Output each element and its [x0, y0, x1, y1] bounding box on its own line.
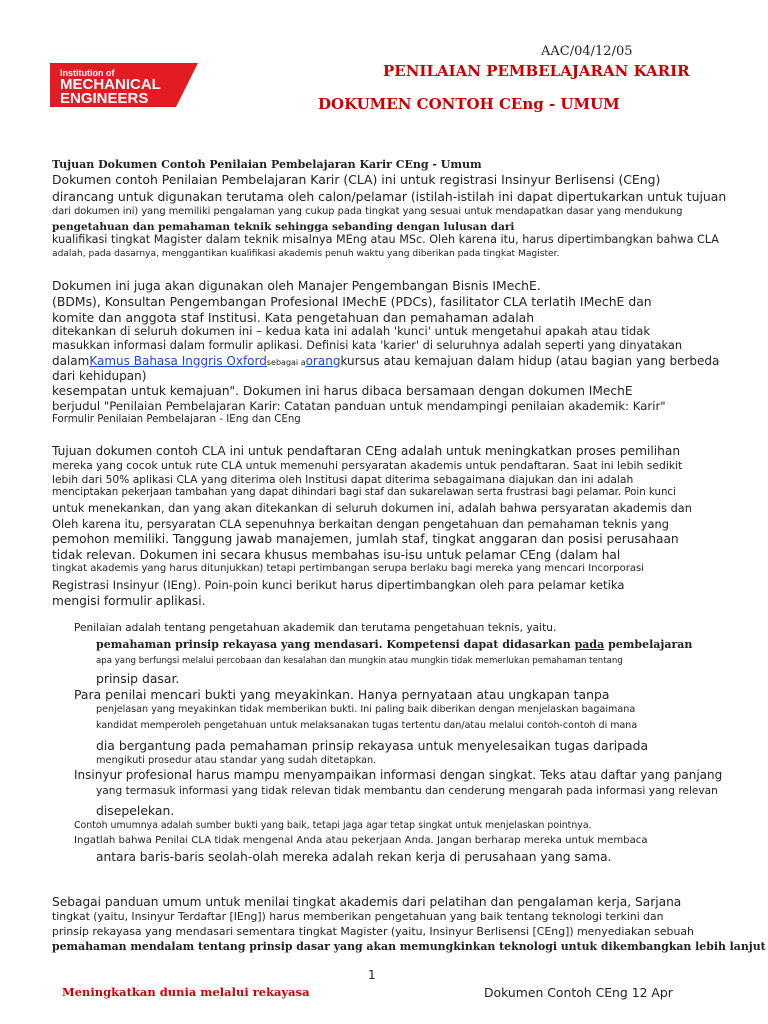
paragraph-line: prinsip rekayasa yang mendasari sementara tingkat Magister (yaitu, Insinyur Berlisensi [CEng]) menyediakan sebuah [52, 925, 694, 938]
paragraph-line: tidak relevan. Dokumen ini secara khusus membahas isu-isu untuk pelamar CEng (dalam hal [52, 548, 621, 562]
text-span: pemahaman prinsip rekayasa yang mendasari. Kompetensi dapat didasarkan [96, 638, 575, 651]
paragraph-line: adalah, pada dasarnya, menggantikan kualifikasi akademis penuh waktu yang diberikan pada tingkat Magister. [52, 249, 560, 259]
paragraph-line: dari dokumen ini) yang memiliki pengalaman yang cukup pada tingkat yang sesuai untuk mendapatkan dasar yang mendukung [52, 206, 683, 217]
paragraph-line: dari kehidupan) [52, 369, 147, 383]
paragraph-line: untuk menekankan, dan yang akan ditekankan di seluruh dokumen ini, adalah bahwa persyaratan akademis dan [52, 502, 692, 515]
paragraph-line: berjudul "Penilaian Pembelajaran Karir: Catatan panduan untuk mendampingi penilaian akademik: Karir" [52, 399, 666, 413]
bullet-text: Penilaian adalah tentang pengetahuan akademik dan terutama pengetahuan teknis, yaitu. [74, 622, 557, 634]
bullet-line: yang termasuk informasi yang tidak relevan tidak membantu dan cenderung mengarah pada informasi yang relevan [96, 785, 718, 797]
section-heading: Tujuan Dokumen Contoh Penilaian Pembelajaran Karir CEng - Umum [52, 158, 482, 171]
paragraph-line: tingkat (yaitu, Insinyur Terdaftar [IEng]) harus memberikan pengetahuan yang baik tentang teknologi terkini dan [52, 910, 664, 923]
bullet-line: dia bergantung pada pemahaman prinsip rekayasa untuk menyelesaikan tugas daripada [96, 738, 649, 753]
paragraph-line: ditekankan di seluruh dokumen ini – kedua kata ini adalah 'kunci' untuk mengetahui apakah atau tidak [52, 324, 651, 338]
bullet-item [74, 768, 722, 782]
footer-tagline: Meningkatkan dunia melalui rekayasa [62, 985, 310, 999]
paragraph-line: Registrasi Insinyur (IEng). Poin-poin kunci berikut harus dipertimbangkan oleh para pelamar ketika [52, 578, 625, 592]
logo-text [60, 68, 161, 106]
paragraph-line-with-link [52, 354, 719, 368]
bullet-item [74, 835, 648, 846]
document-subtitle: DOKUMEN CONTOH CEng - UMUM [318, 95, 620, 113]
bullet-text: Ingatlah bahwa Penilai CLA tidak mengenal Anda atau pekerjaan Anda. Jangan berharap mereka untuk membaca [74, 835, 648, 846]
paragraph-line: dirancang untuk digunakan terutama oleh calon/pelamar (istilah-istilah ini dapat dipertukarkan untuk tujuan [52, 189, 727, 204]
paragraph-line: mereka yang cocok untuk rute CLA untuk memenuhi persyaratan akademis untuk pendaftaran. Saat ini lebih sedikit [52, 459, 683, 472]
bullet-line: antara baris-baris seolah-olah mereka adalah rekan kerja di perusahaan yang sama. [96, 850, 612, 864]
text-span: pembelajaran [604, 638, 693, 651]
paragraph-line: Oleh karena itu, persyaratan CLA sepenuhnya berkaitan dengan pengetahuan dan pemahaman teknis yang [52, 517, 669, 531]
paragraph-line: Tujuan dokumen contoh CLA ini untuk pendaftaran CEng adalah untuk meningkatkan proses pemilihan [52, 444, 681, 458]
oxford-dictionary-link[interactable]: Kamus Bahasa Inggris Oxford [89, 354, 267, 368]
document-title: PENILAIAN PEMBELAJARAN KARIR [383, 62, 690, 80]
bullet-line: kandidat memperoleh pengetahuan untuk melaksanakan tugas tertentu dan/atau melalui contoh-contoh di mana [96, 720, 638, 731]
bullet-line [96, 638, 692, 651]
bullet-line: penjelasan yang meyakinkan tidak memberikan bukti. Ini paling baik diberikan dengan menjelaskan bagaimana [96, 704, 636, 715]
paragraph-line: komite dan anggota staf Institusi. Kata pengetahuan dan pemahaman adalah [52, 310, 535, 325]
page-number: 1 [368, 968, 376, 982]
paragraph-line: kualifikasi tingkat Magister dalam teknik misalnya MEng atau MSc. Oleh karena itu, harus dipertimbangkan bahwa CLA [52, 233, 719, 246]
bullet-text: Para penilai mencari bukti yang meyakinkan. Hanya pernyataan atau ungkapan tanpa [74, 687, 610, 702]
person-link[interactable]: orang [305, 354, 341, 368]
bullet-text: Insinyur profesional harus mampu menyampaikan informasi dengan singkat. Teks atau daftar yang panjang [74, 768, 723, 782]
paragraph-line: pengetahuan dan pemahaman teknik sehingga sebanding dengan lulusan dari [52, 221, 515, 233]
logo-line-1: Institution of [60, 68, 115, 78]
logo-line-2: MECHANICAL [60, 76, 161, 93]
paragraph-line: (BDMs), Konsultan Pengembangan Profesional IMechE (PDCs), fasilitator CLA terlatih IMechE dan [52, 294, 652, 309]
paragraph-line: masukkan informasi dalam formulir aplikasi. Definisi kata 'karier' di seluruhnya adalah seperti yang dinyatakan [52, 339, 682, 352]
bullet-line: disepelekan. [96, 803, 175, 818]
paragraph-line: Dokumen ini juga akan digunakan oleh Manajer Pengembangan Bisnis IMechE. [52, 278, 541, 293]
paragraph-line: mengisi formulir aplikasi. [52, 594, 206, 608]
text-span: kursus atau kemajuan dalam hidup (atau bagian yang berbeda [340, 354, 720, 368]
bullet-text: Contoh umumnya adalah sumber bukti yang baik, tetapi jaga agar tetap singkat untuk menjelaskan pointnya. [74, 820, 592, 831]
paragraph-line: pemahaman mendalam tentang prinsip dasar yang akan memungkinkan teknologi untuk dikembangkan lebih lanjut [52, 940, 766, 953]
bullet-line: prinsip dasar. [96, 671, 180, 686]
text-span: sebagai a [266, 358, 306, 367]
bullet-line: apa yang berfungsi melalui percobaan dan kesalahan dan mungkin atau mungkin tidak memerlukan pemahaman tentang [96, 656, 623, 666]
document-reference: AAC/04/12/05 [541, 44, 633, 59]
paragraph-line: Sebagai panduan umum untuk menilai tingkat akademis dari pelatihan dan pengalaman kerja, Sarjana [52, 895, 682, 909]
bullet-item [74, 820, 592, 831]
text-span: dalam [52, 354, 90, 368]
bullet-item [74, 687, 609, 702]
paragraph-line: lebih dari 50% aplikasi CLA yang diterima oleh Institusi dapat diterima sebagaimana diajukan dan ini adalah [52, 473, 634, 486]
bullet-item [74, 622, 556, 634]
logo-line-3: ENGINEERS [60, 90, 149, 107]
paragraph-line: tingkat akademis yang harus ditunjukkan) tetapi pertimbangan serupa berlaku bagi mereka yang mencari Incorporasi [52, 563, 644, 574]
paragraph-line: pemohon memiliki. Tanggung jawab manajemen, jumlah staf, tingkat anggaran dan posisi perusahaan [52, 532, 679, 546]
bullet-line: mengikuti prosedur atau standar yang sudah ditetapkan. [96, 755, 377, 766]
footer-document-name: Dokumen Contoh CEng 12 Apr [484, 985, 673, 1000]
underlined-word: pada [574, 638, 605, 651]
paragraph-line: Formulir Penilaian Pembelajaran - IEng dan CEng [52, 414, 301, 425]
paragraph-line: kesempatan untuk kemajuan". Dokumen ini harus dibaca bersamaan dengan dokumen IMechE [52, 384, 633, 398]
paragraph-line: menciptakan pekerjaan tambahan yang dapat dihindari bagi staf dan sukarelawan serta frustrasi bagi pelamar. Poin kunci [52, 487, 676, 498]
paragraph-line: Dokumen contoh Penilaian Pembelajaran Karir (CLA) ini untuk registrasi Insinyur Berlisensi (CEng) [52, 172, 661, 187]
